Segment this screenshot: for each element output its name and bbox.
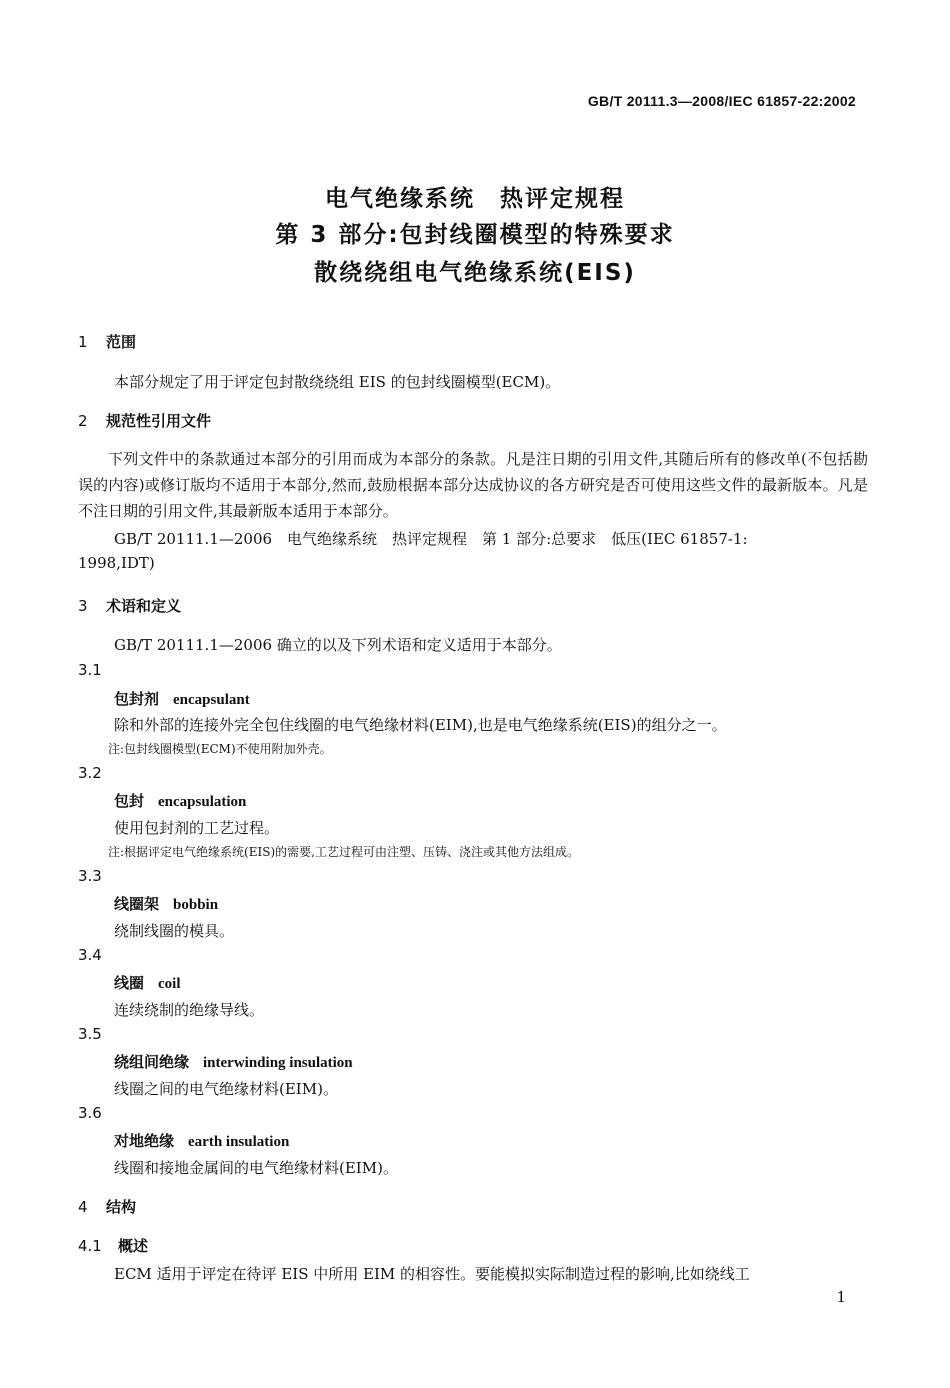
title-line-2: 第 3 部分:包封线圈模型的特殊要求 bbox=[275, 222, 675, 248]
term-definition: 连续绕制的绝缘导线。 bbox=[114, 1001, 265, 1019]
page-number: 1 bbox=[836, 1288, 846, 1306]
term-definition: 除和外部的连接外完全包住线圈的电气绝缘材料(EIM),也是电气绝缘系统(EIS)的组分之一。 bbox=[114, 716, 727, 734]
section-number: 3 bbox=[78, 597, 88, 615]
term-entry bbox=[114, 1130, 289, 1151]
term-chinese: 包封剂 bbox=[114, 690, 160, 708]
term-entry bbox=[114, 893, 218, 914]
clause-number: 3.1 bbox=[78, 661, 102, 679]
section-title: 范围 bbox=[106, 333, 137, 351]
section-3-intro: GB/T 20111.1—2006 确立的以及下列术语和定义适用于本部分。 bbox=[114, 636, 562, 654]
term-english: bobbin bbox=[173, 897, 219, 913]
term-english: encapsulant bbox=[173, 692, 250, 708]
section-number: 4 bbox=[78, 1198, 88, 1216]
section-1-text: 本部分规定了用于评定包封散绕绕组 EIS 的包封线圈模型(ECM)。 bbox=[114, 373, 561, 391]
term-definition: 线圈之间的电气绝缘材料(EIM)。 bbox=[114, 1080, 338, 1098]
section-number: 2 bbox=[78, 412, 88, 430]
term-entry bbox=[114, 972, 181, 993]
term-chinese: 绕组间绝缘 bbox=[114, 1053, 190, 1071]
subsection-4-1-heading bbox=[78, 1235, 148, 1256]
title-line-3: 散绕绕组电气绝缘系统(EIS) bbox=[314, 260, 636, 286]
title-line-1: 电气绝缘系统 热评定规程 bbox=[325, 186, 625, 212]
clause-number: 3.3 bbox=[78, 867, 102, 885]
section-title: 结构 bbox=[106, 1198, 137, 1216]
clause-number: 3.6 bbox=[78, 1104, 102, 1122]
section-title: 术语和定义 bbox=[106, 597, 182, 615]
term-definition: 线圈和接地金属间的电气绝缘材料(EIM)。 bbox=[114, 1159, 398, 1177]
term-chinese: 线圈架 bbox=[114, 895, 160, 913]
term-english: encapsulation bbox=[158, 794, 247, 810]
term-definition: 使用包封剂的工艺过程。 bbox=[114, 819, 280, 837]
standard-code: GB/T 20111.3—2008/IEC 61857-22:2002 bbox=[587, 93, 856, 109]
term-note: 注:根据评定电气绝缘系统(EIS)的需要,工艺过程可由注塑、压铸、浇注或其他方法组成。 bbox=[108, 845, 579, 859]
term-note: 注:包封线圈模型(ECM)不使用附加外壳。 bbox=[108, 742, 332, 756]
clause-number: 3.5 bbox=[78, 1025, 102, 1043]
subsection-number: 4.1 bbox=[78, 1237, 102, 1255]
subsection-title: 概述 bbox=[118, 1237, 149, 1255]
term-chinese: 线圈 bbox=[114, 974, 145, 992]
section-title: 规范性引用文件 bbox=[106, 412, 212, 430]
clause-number: 3.2 bbox=[78, 764, 102, 782]
section-4-heading bbox=[78, 1196, 136, 1217]
term-chinese: 包封 bbox=[114, 792, 145, 810]
term-english: earth insulation bbox=[188, 1134, 290, 1150]
section-number: 1 bbox=[78, 333, 88, 351]
normative-reference-line-2: 1998,IDT) bbox=[78, 554, 155, 572]
term-entry bbox=[114, 790, 246, 811]
normative-reference-line-1: GB/T 20111.1—2006 电气绝缘系统 热评定规程 第 1 部分:总要求 低压(IEC 61857-1: bbox=[114, 530, 748, 548]
term-english: interwinding insulation bbox=[203, 1055, 353, 1071]
term-chinese: 对地绝缘 bbox=[114, 1132, 175, 1150]
section-2-heading bbox=[78, 410, 211, 431]
section-3-heading bbox=[78, 595, 181, 616]
section-1-heading bbox=[78, 331, 136, 352]
term-english: coil bbox=[158, 976, 181, 992]
term-definition: 绕制线圈的模具。 bbox=[114, 922, 235, 940]
clause-number: 3.4 bbox=[78, 946, 102, 964]
subsection-4-1-text: ECM 适用于评定在待评 EIS 中所用 EIM 的相容性。要能模拟实际制造过程的影响,比如绕线工 bbox=[114, 1265, 750, 1283]
term-entry bbox=[114, 1051, 353, 1072]
section-2-paragraph: 下列文件中的条款通过本部分的引用而成为本部分的条款。凡是注日期的引用文件,其随后所有的修改单(不包括勘误的内容)或修订版均不适用于本部分,然而,鼓励根据本部分达成协议的各方研究是否可使用这些文件的最新版本。凡是不注日期的引用文件,其最新版本适用于本部分。 bbox=[78, 450, 868, 520]
term-entry bbox=[114, 688, 250, 709]
